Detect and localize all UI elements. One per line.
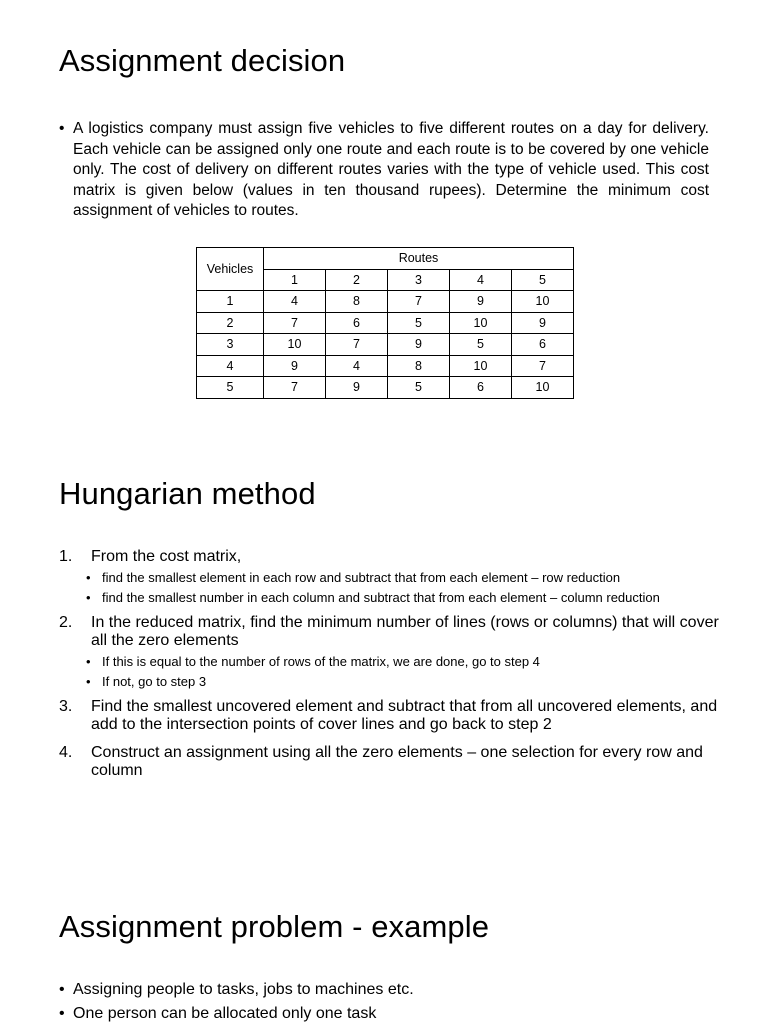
vehicles-header: Vehicles bbox=[197, 248, 264, 291]
cost-cell: 7 bbox=[264, 377, 326, 399]
route-label: 4 bbox=[450, 269, 512, 291]
cost-cell: 10 bbox=[264, 334, 326, 356]
list-item bbox=[86, 589, 739, 605]
list-item bbox=[59, 978, 414, 1002]
cost-cell: 8 bbox=[326, 291, 388, 313]
table-row bbox=[197, 312, 574, 334]
cost-cell: 7 bbox=[326, 334, 388, 356]
cost-cell: 8 bbox=[388, 355, 450, 377]
cost-matrix-table bbox=[196, 247, 574, 399]
vehicle-cell: 5 bbox=[197, 377, 264, 399]
step-text: Construct an assignment using all the zero elements – one selection for every row and column bbox=[91, 743, 703, 779]
sub-list bbox=[86, 653, 739, 689]
route-label: 2 bbox=[326, 269, 388, 291]
example-text: One person can be allocated only one task bbox=[73, 1005, 377, 1022]
cost-cell: 4 bbox=[264, 291, 326, 313]
cost-cell: 7 bbox=[264, 312, 326, 334]
bullet-dot-icon: • bbox=[59, 120, 65, 137]
list-item bbox=[59, 614, 739, 689]
cost-cell: 6 bbox=[512, 334, 574, 356]
step-number: 2. bbox=[59, 613, 73, 631]
list-item bbox=[59, 1002, 414, 1026]
cost-cell: 9 bbox=[264, 355, 326, 377]
cost-cell: 10 bbox=[512, 377, 574, 399]
example-bullet-list bbox=[59, 978, 414, 1026]
bullet-dot-icon: • bbox=[86, 653, 91, 669]
step-number: 4. bbox=[59, 743, 73, 761]
sub-step-text: If this is equal to the number of rows of the matrix, we are done, go to step 4 bbox=[102, 653, 540, 669]
routes-header: Routes bbox=[264, 248, 574, 270]
cost-cell: 5 bbox=[450, 334, 512, 356]
slide-title: Hungarian method bbox=[59, 476, 316, 511]
vehicle-cell: 3 bbox=[197, 334, 264, 356]
table-row bbox=[197, 377, 574, 399]
slide-title: Assignment decision bbox=[59, 43, 346, 78]
list-item bbox=[59, 698, 739, 735]
table-row bbox=[197, 355, 574, 377]
bullet-dot-icon: • bbox=[59, 981, 65, 998]
bullet-dot-icon: • bbox=[86, 569, 91, 585]
list-item bbox=[86, 653, 739, 669]
problem-paragraph bbox=[59, 119, 709, 222]
vehicle-cell: 2 bbox=[197, 312, 264, 334]
step-number: 1. bbox=[59, 548, 73, 565]
cost-cell: 5 bbox=[388, 377, 450, 399]
slide-title: Assignment problem - example bbox=[59, 909, 490, 944]
vehicle-cell: 1 bbox=[197, 291, 264, 313]
sub-step-text: If not, go to step 3 bbox=[102, 673, 207, 689]
bullet-dot-icon: • bbox=[86, 589, 91, 605]
step-number: 3. bbox=[59, 697, 73, 715]
bullet-dot-icon: • bbox=[59, 1005, 65, 1022]
sub-step-text: find the smallest number in each column and subtract that from each element – column reduction bbox=[102, 589, 660, 605]
table-header-row bbox=[197, 248, 574, 270]
list-item bbox=[86, 673, 739, 689]
hungarian-steps-list bbox=[59, 548, 739, 790]
example-text: Assigning people to tasks, jobs to machines etc. bbox=[73, 981, 414, 998]
bullet-dot-icon: • bbox=[86, 673, 91, 689]
problem-text: A logistics company must assign five vehicles to five different routes on a day for delivery. Each vehicle can be assigned only one route and each route is to be covered by one vehicle only. The cost of delivery on different routes varies with the type of vehicle used. This cost matrix is given below (values in ten thousand rupees). Determine the minimum cost assignment of vehicles to routes. bbox=[73, 120, 709, 219]
slide-assignment-decision bbox=[0, 0, 768, 430]
cost-cell: 10 bbox=[512, 291, 574, 313]
route-label: 5 bbox=[512, 269, 574, 291]
cost-cell: 10 bbox=[450, 355, 512, 377]
cost-cell: 6 bbox=[326, 312, 388, 334]
route-label: 3 bbox=[388, 269, 450, 291]
cost-cell: 5 bbox=[388, 312, 450, 334]
route-label: 1 bbox=[264, 269, 326, 291]
cost-cell: 7 bbox=[512, 355, 574, 377]
step-text: Find the smallest uncovered element and subtract that from all uncovered elements, and add to the intersection points of cover lines and go back to step 2 bbox=[91, 697, 718, 733]
sub-step-text: find the smallest element in each row and subtract that from each element – row reduction bbox=[102, 569, 621, 585]
list-item bbox=[59, 548, 739, 605]
vehicle-cell: 4 bbox=[197, 355, 264, 377]
cost-cell: 9 bbox=[450, 291, 512, 313]
cost-cell: 7 bbox=[388, 291, 450, 313]
cost-cell: 10 bbox=[450, 312, 512, 334]
step-text: In the reduced matrix, find the minimum number of lines (rows or columns) that will cover all the zero elements bbox=[91, 613, 719, 649]
cost-cell: 4 bbox=[326, 355, 388, 377]
table-row bbox=[197, 334, 574, 356]
cost-cell: 9 bbox=[512, 312, 574, 334]
table-row bbox=[197, 291, 574, 313]
list-item bbox=[59, 744, 739, 781]
cost-cell: 9 bbox=[326, 377, 388, 399]
sub-list bbox=[86, 569, 739, 605]
cost-cell: 6 bbox=[450, 377, 512, 399]
list-item bbox=[86, 569, 739, 585]
cost-cell: 9 bbox=[388, 334, 450, 356]
step-text: From the cost matrix, bbox=[91, 548, 242, 565]
